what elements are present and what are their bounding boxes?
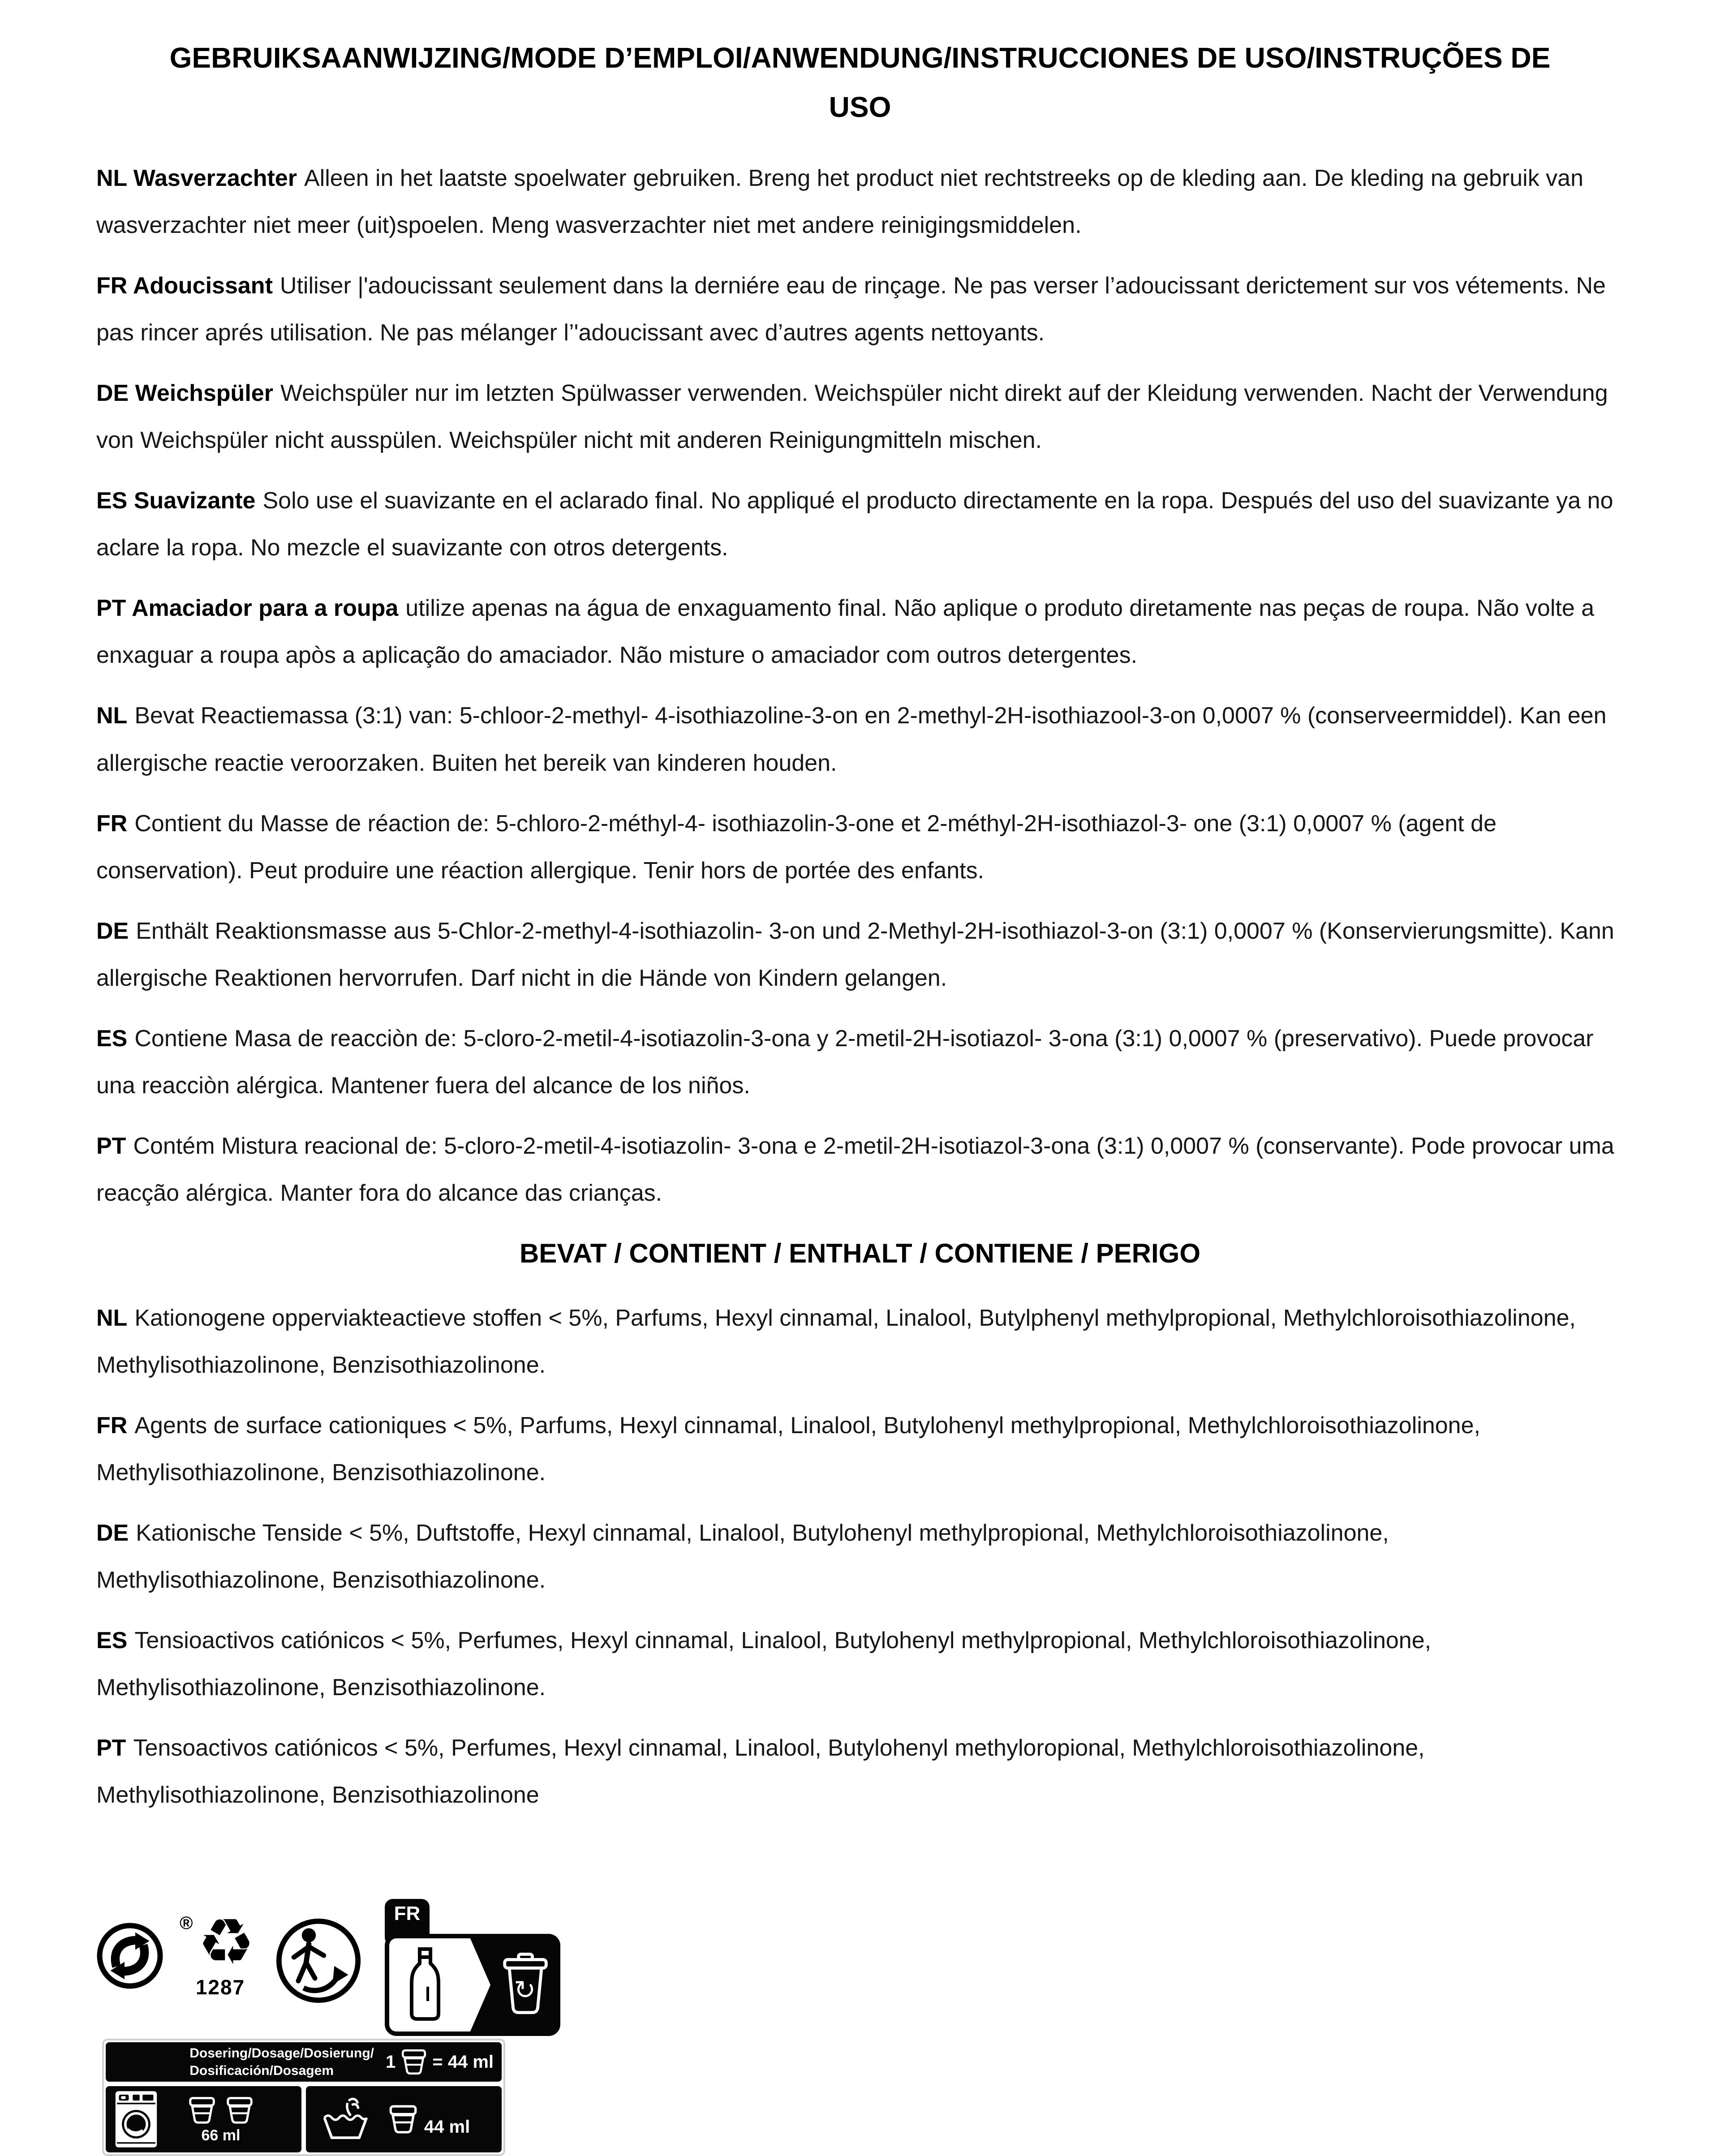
dosing-cap-icon — [186, 2095, 218, 2126]
green-dot-icon — [96, 1922, 163, 1989]
handwash-dose-value: 44 ml — [424, 2117, 470, 2137]
paragraph-lead: FR — [96, 810, 128, 837]
mobius-code: 1287 — [195, 1976, 245, 1999]
recycling-mobius-icon: ♻ — [198, 1905, 255, 1979]
paragraph-text: Contém Mistura reacional de: 5-cloro-2-metil-4-isotiazolin- 3-ona e 2-metil-2H-isotiazol-3-ona (3:1) 0,0007 % (conservante). Pode provocar uma reacção alérgica. Manter fora do alcance das crianças. — [96, 1133, 1614, 1206]
paragraph-lead: ES — [96, 1025, 128, 1052]
contains-heading: BEVAT / CONTIENT / ENTHALT / CONTIENE / PERIGO — [519, 1238, 1201, 1268]
recycling-symbols-row — [96, 1899, 560, 2037]
paragraph-lead: DE — [96, 918, 129, 944]
preservative-paragraph-nl — [96, 692, 1624, 786]
usage-paragraph-nl — [96, 155, 1624, 249]
washing-machine-icon — [113, 2090, 159, 2149]
dosage-label-line1: Dosering/Dosage/Dosierung/ — [189, 2046, 374, 2061]
paragraph-text: Enthält Reaktionsmasse aus 5-Chlor-2-methyl-4-isothiazolin- 3-on und 2-Methyl-2H-isothiazol-3-on (3:1) 0,0007 % (Konservierungsmitte). Kann allergische Reaktionen hervorrufen. Darf nicht in die Hände von Kindern gelangen. — [96, 918, 1614, 991]
paragraph-text: Contiene Masa de reacciòn de: 5-cloro-2-metil-4-isotiazolin-3-ona y 2-metil-2H-isotiazol- 3-ona (3:1) 0,0007 % (preservativo). Puede provocar una reacciòn alérgica. Mantener fuera del alcance de los niños. — [96, 1025, 1594, 1099]
paragraph-lead: PT — [96, 1133, 126, 1159]
cap-count: 1 — [385, 2052, 396, 2072]
paragraph-text: Bevat Reactiemassa (3:1) van: 5-chloor-2-methyl- 4-isothiazoline-3-on en 2-methyl-2H-isothiazool-3-on 0,0007 % (conserveermiddel). Kan een allergische reactie veroorzaken. Buiten het bereik van kinderen houden. — [96, 703, 1607, 776]
ingredients-paragraph-nl — [96, 1295, 1624, 1389]
ingredients-paragraph-fr — [96, 1402, 1624, 1496]
paragraph-text: Kationische Tenside < 5%, Duftstoffe, Hexyl cinnamal, Linalool, Butylohenyl methylpropional, Methylchloroisothiazolinone, Methylisothiazolinone, Benzisothiazolinone. — [96, 1520, 1389, 1593]
preservative-paragraph-pt — [96, 1123, 1624, 1217]
paragraph-text: Agents de surface cationiques < 5%, Parfums, Hexyl cinnamal, Linalool, Butylohenyl methylpropional, Methylchloroisothiazolinone, Methylisothiazolinone, Benzisothiazolinone. — [96, 1412, 1480, 1486]
bin-recycle-arrow-glyph: ↻ — [514, 1975, 536, 2005]
paragraph-text: Weichspüler nur im letzten Spülwasser verwenden. Weichspüler nicht direkt auf der Kleidung verwenden. Nacht der Verwendung von Weichspüler nicht ausspülen. Weichspüler nicht mit anderen Reinigungmitteln mischen. — [96, 380, 1608, 454]
paragraph-lead: ES Suavizante — [96, 488, 256, 514]
dosing-cap-icon — [399, 2047, 429, 2077]
page-title-line2: USO — [829, 91, 891, 124]
paragraph-lead: PT — [96, 1735, 126, 1761]
dosage-row — [106, 2086, 502, 2152]
cap-volume: = 44 ml — [432, 2052, 494, 2072]
paragraph-text: Alleen in het laatste spoelwater gebruiken. Breng het product niet rechtstreeks op de kleding aan. De kleding na gebruik van wasverzachter niet meer (uit)spoelen. Meng wasverzachter niet met andere reinigingsmiddelen. — [96, 165, 1583, 239]
usage-paragraph-fr — [96, 262, 1624, 356]
fr-tab-label: FR — [394, 1903, 421, 1924]
paragraph-text: utilize apenas na água de enxaguamento final. Não aplique o produto diretamente nas peças de roupa. Não volte a enxaguar a roupa apòs a aplicação do amaciador. Não misture o amaciador com outros detergentes. — [96, 595, 1595, 669]
triman-icon — [275, 1917, 362, 2005]
mobius-recycling-mark — [180, 1905, 258, 1999]
dosage-panel — [102, 2039, 505, 2156]
paragraph-lead: NL Wasverzachter — [96, 165, 297, 192]
machine-dose-value: 66 ml — [201, 2126, 241, 2144]
dosing-cap-icon — [387, 2103, 420, 2136]
paragraph-text: Utiliser |'adoucissant seulement dans la derniére eau de rinçage. Ne pas verser l’adoucissant derictement sur vos vétements. Ne pas rincer aprés utilisation. Ne pas mélanger l’'adoucissant avec d’autres agents nettoyants. — [96, 273, 1606, 346]
handwash-basin-icon — [321, 2096, 374, 2143]
page-title-line1: GEBRUIKSAANWIJZING/MODE D’EMPLOI/ANWENDUNG/INSTRUCCIONES DE USO/INSTRUÇÕES DE — [169, 42, 1551, 74]
fr-sorting-bottle-panel — [389, 1938, 490, 2031]
preservative-paragraph-de — [96, 908, 1624, 1002]
dosage-label-line2: Dosificación/Dosagem — [189, 2063, 334, 2078]
paragraph-lead: DE — [96, 1520, 129, 1546]
bottle-icon — [405, 1947, 445, 2023]
usage-paragraph-pt — [96, 585, 1624, 679]
dosage-label — [189, 2044, 374, 2079]
registered-trademark-icon: ® — [180, 1913, 193, 1933]
usage-paragraph-de — [96, 370, 1624, 464]
machine-dose-cell — [106, 2086, 301, 2152]
fr-sorting-info-icon — [385, 1899, 560, 2037]
usage-paragraph-es — [96, 477, 1624, 571]
fr-sorting-body — [385, 1934, 560, 2036]
paragraph-text: Solo use el suavizante en el aclarado final. No appliqué el producto directamente en la ropa. Después del uso del suavizante ya no aclare la ropa. No mezcle el suavizante con otros detergents. — [96, 488, 1613, 561]
paragraph-text: Tensoactivos catiónicos < 5%, Perfumes, Hexyl cinnamal, Linalool, Butylohenyl methyloropional, Methylchloroisothiazolinone, Methylisothiazolinone, Benzisothiazolinone — [96, 1735, 1425, 1808]
handwash-dose-cell — [306, 2086, 502, 2152]
paragraph-lead: ES — [96, 1627, 128, 1654]
paragraph-lead: DE Weichspüler — [96, 380, 273, 407]
paragraph-text: Tensioactivos catiónicos < 5%, Perfumes, Hexyl cinnamal, Linalool, Butylohenyl methylpropional, Methylchloroisothiazolinone, Methylisothiazolinone, Benzisothiazolinone. — [96, 1627, 1432, 1701]
dosing-cap-icon — [224, 2095, 255, 2126]
dosage-header — [106, 2042, 502, 2082]
paragraph-lead: FR — [96, 1412, 128, 1439]
paragraph-lead: PT Amaciador para a roupa — [96, 595, 399, 622]
paragraph-lead: NL — [96, 703, 128, 729]
ingredients-paragraph-es — [96, 1617, 1624, 1711]
paragraph-lead: NL — [96, 1305, 128, 1331]
ingredients-paragraph-de — [96, 1510, 1624, 1604]
paragraph-lead: FR Adoucissant — [96, 273, 273, 299]
paragraph-text: Kationogene opperviakteactieve stoffen < 5%, Parfums, Hexyl cinnamal, Linalool, Butylphenyl methylpropional, Methylchloroisothiazolinone, Methylisothiazolinone, Benzisothiazolinone. — [96, 1305, 1576, 1378]
machine-dose-amount — [186, 2095, 255, 2144]
preservative-paragraph-fr — [96, 800, 1624, 894]
ingredients-paragraph-pt — [96, 1725, 1624, 1819]
paragraph-text: Contient du Masse de réaction de: 5-chloro-2-méthyl-4- isothiazolin-3-one et 2-méthyl-2H-isothiazol-3- one (3:1) 0,0007 % (agent de conservation). Peut produire une réaction allergique. Tenir hors de portée des enfants. — [96, 810, 1496, 884]
recycling-bin-icon — [499, 1945, 552, 2027]
cap-equivalence — [386, 2047, 494, 2077]
preservative-paragraph-es — [96, 1015, 1624, 1109]
page-title — [96, 33, 1624, 132]
